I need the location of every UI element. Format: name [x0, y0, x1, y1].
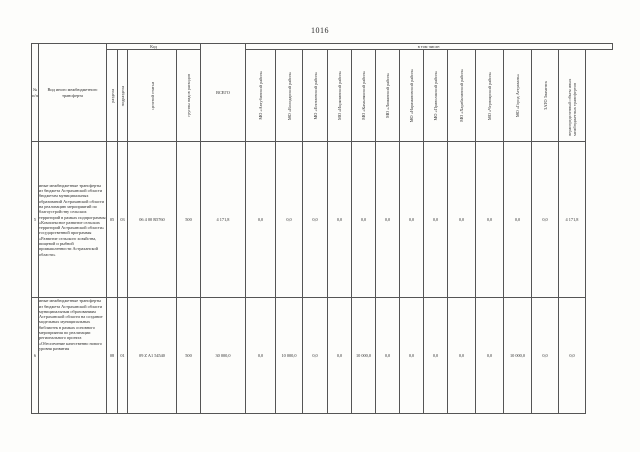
- municipality-header: МО «Камызякский район»: [352, 50, 376, 142]
- target-article-code: 09 Z A1 54540: [128, 298, 177, 414]
- section-header: раздела: [107, 50, 118, 142]
- municipality-value: 0,0: [246, 142, 276, 298]
- subsection-code: 01: [118, 298, 128, 414]
- municipality-value: 0,0: [303, 298, 328, 414]
- municipality-header: МО «Енотаевский район»: [303, 50, 328, 142]
- total-value: 4 171,8: [201, 142, 246, 298]
- municipality-header: МО «Икрянинский район»: [328, 50, 352, 142]
- municipality-value: 0,0: [303, 142, 328, 298]
- total-value: 30 000,0: [201, 298, 246, 414]
- municipality-header: МО «Ахтубинский район»: [246, 50, 276, 142]
- municipality-value: 0,0: [276, 142, 303, 298]
- municipality-header: МО «Наримановский район»: [400, 50, 424, 142]
- municipality-value: 0,0: [504, 142, 532, 298]
- target-article-code: 06 4 00 R5760: [128, 142, 177, 298]
- municipality-value: 0,0: [476, 142, 504, 298]
- municipality-header: МО «Харабалинский район»: [448, 50, 476, 142]
- municipality-header: МО «Володарский район»: [276, 50, 303, 142]
- municipality-value: 0,0: [352, 142, 376, 298]
- municipality-value: 10 000,0: [504, 298, 532, 414]
- transfer-description: иные межбюджетные трансферты из бюджета Астраханской области муниципальным образованиям Астраханской области на создание модельных муниципальных библиотек в рамках основного мероприятия по реализации регионального проекта «Обеспечение качественно нового уровня развития: [39, 298, 107, 414]
- municipality-value: 0,0: [532, 142, 559, 298]
- expense-group-header: группы видов расходов: [177, 50, 201, 142]
- municipality-header: МО «Приволжский район»: [424, 50, 448, 142]
- municipality-value: 0,0: [328, 142, 352, 298]
- total-header: ВСЕГО: [201, 44, 246, 142]
- municipality-value: 0,0: [246, 298, 276, 414]
- target-article-header: целевой статьи: [128, 50, 177, 142]
- table-row: [32, 142, 613, 298]
- row-number: 5: [32, 142, 39, 298]
- budget-table: [31, 43, 613, 414]
- including-header: в том числе:: [246, 44, 613, 50]
- municipality-header: МО «Лиманский район»: [376, 50, 400, 142]
- transfer-description: иные межбюджетные трансферты из бюджета Астраханской области бюджетам муниципальных образований Астраханской области на реализацию мероприятий по благоустройству сельских территорий в рамках подпрограммы «Комплексное развитие сельских территорий Астраханской области» государственной программы «Развитие сельского хозяйства, пищевой и рыбной промышленности Астраханской области»: [39, 142, 107, 298]
- municipality-value: 4 171,8: [559, 142, 586, 298]
- municipality-header: МО «Город Астрахань»: [504, 50, 532, 142]
- subsection-header: подраздела: [118, 50, 128, 142]
- row-number: 6: [32, 298, 39, 414]
- page-number: 1016: [311, 26, 329, 35]
- municipality-value: 0,0: [532, 298, 559, 414]
- code-group-header: Код: [107, 44, 201, 50]
- municipality-header: ЗАТО Знаменск: [532, 50, 559, 142]
- section-code: 08: [107, 298, 118, 414]
- municipality-value: 0,0: [424, 142, 448, 298]
- transfer-type-header: Вид иного межбюджетного трансферта: [39, 44, 107, 142]
- municipality-value: 0,0: [400, 142, 424, 298]
- expense-group-code: 500: [177, 142, 201, 298]
- municipality-value: 0,0: [448, 142, 476, 298]
- municipality-header: МО «Черноярский район»: [476, 50, 504, 142]
- expense-group-code: 500: [177, 298, 201, 414]
- municipality-value: 0,0: [328, 298, 352, 414]
- section-code: 05: [107, 142, 118, 298]
- header-row-columns: [32, 50, 613, 142]
- municipality-value: 0,0: [476, 298, 504, 414]
- municipality-value: 10 000,0: [276, 298, 303, 414]
- subsection-code: 03: [118, 142, 128, 298]
- table-row: [32, 298, 613, 414]
- row-number-header: № п/п: [32, 44, 39, 142]
- municipality-value: 10 000,0: [352, 298, 376, 414]
- municipality-value: 0,0: [448, 298, 476, 414]
- municipality-value: 0,0: [400, 298, 424, 414]
- municipality-value: 0,0: [376, 298, 400, 414]
- municipality-value: 0,0: [376, 142, 400, 298]
- municipality-header: нераспределенный объем иных межбюджетных трансфертов: [559, 50, 586, 142]
- municipality-value: 0,0: [559, 298, 586, 414]
- municipality-value: 0,0: [424, 298, 448, 414]
